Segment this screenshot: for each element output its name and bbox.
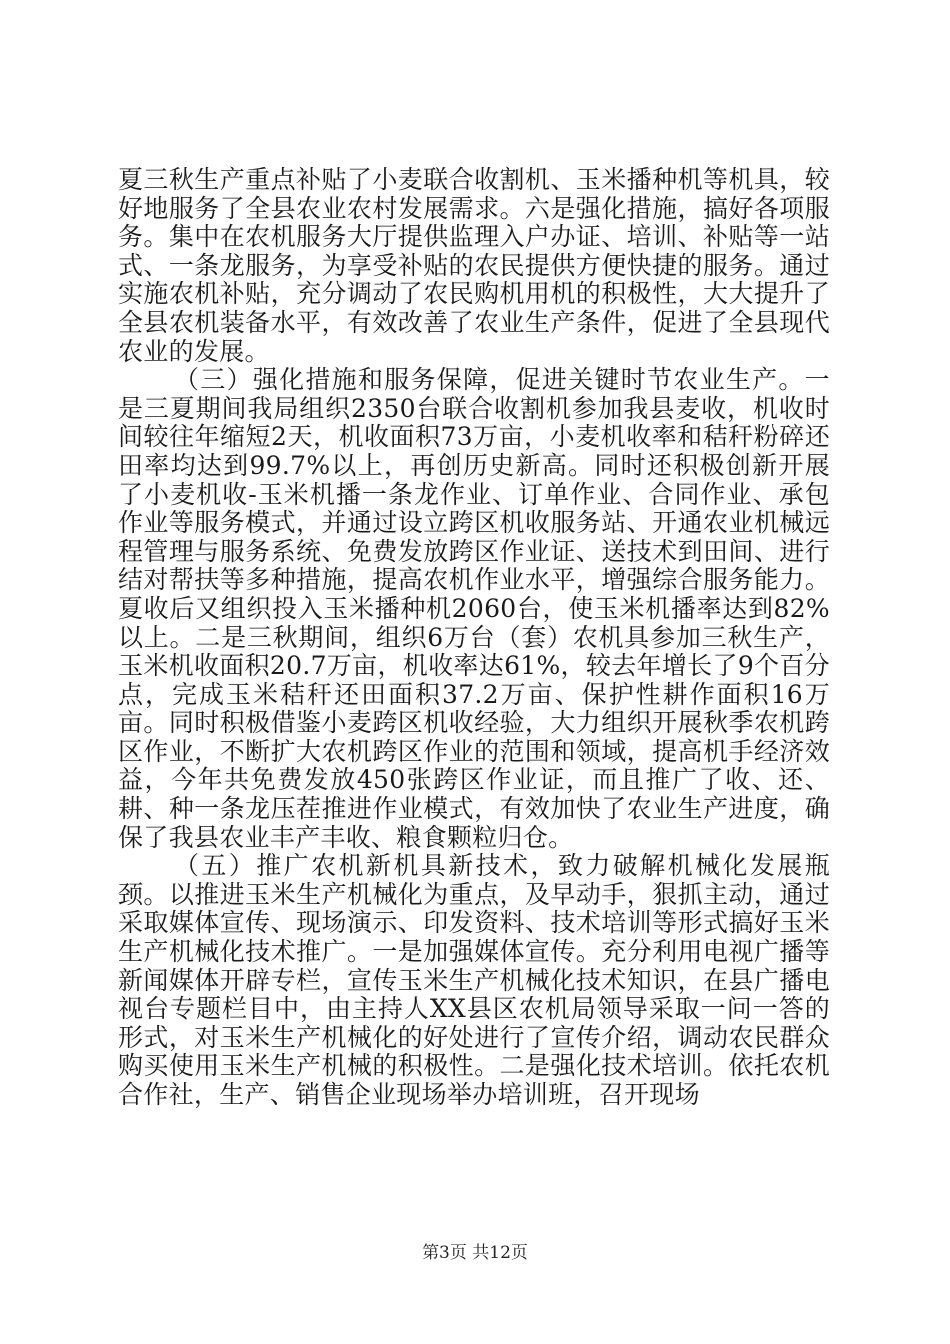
- page-number-footer: 第3页 共12页: [422, 1243, 528, 1263]
- paragraph-2: （三）强化措施和服务保障，促进关键时节农业生产。一是三夏期间我局组织2350台联合收割机参加我县麦收，机收时间较往年缩短2天，机收面积73万亩，小麦机收率和秸秆粉碎还田率均达到99.7%以上，再创历史新高。同时还积极创新开展了小麦机收-玉米机播一条龙作业、订单作业、合同作业、承包作业等服务模式，并通过设立跨区机收服务站、开通农业机械远程管理与服务系统、免费发放跨区作业证、送技术到田间、进行结对帮扶等多种措施，提高农机作业水平，增强综合服务能力。夏收后又组织投入玉米播种机2060台，使玉米机播率达到82%以上。二是三秋期间，组织6万台（套）农机具参加三秋生产，玉米机收面积20.7万亩，机收率达61%，较去年增长了9个百分点，完成玉米秸秆还田面积37.2万亩、保护性耕作面积16万亩。同时积极借鉴小麦跨区机收经验，大力组织开展秋季农机跨区作业，不断扩大农机跨区作业的范围和领域，提高机手经济效益，今年共免费发放450张跨区作业证，而且推广了收、还、耕、种一条龙压茬推进作业模式，有效加快了农业生产进度，确保了我县农业丰产丰收、粮食颗粒归仓。: [118, 365, 830, 852]
- paragraph-3: （五）推广农机新机具新技术，致力破解机械化发展瓶颈。以推进玉米生产机械化为重点，及早动手，狠抓主动，通过采取媒体宣传、现场演示、印发资料、技术培训等形式搞好玉米生产机械化技术推广。一是加强媒体宣传。充分利用电视广播等新闻媒体开辟专栏，宣传玉米生产机械化技术知识，在县广播电视台专题栏目中，由主持人XX县区农机局领导采取一问一答的形式，对玉米生产机械化的好处进行了宣传介绍，调动农民群众购买使用玉米生产机械的积极性。二是强化技术培训。依托农机合作社，生产、销售企业现场举办培训班，召开现场: [118, 851, 830, 1109]
- paragraph-1: 夏三秋生产重点补贴了小麦联合收割机、玉米播种机等机具，较好地服务了全县农业农村发展需求。六是强化措施，搞好各项服务。集中在农机服务大厅提供监理入户办证、培训、补贴等一站式、一条龙服务，为享受补贴的农民提供方便快捷的服务。通过实施农机补贴，充分调动了农民购机用机的积极性，大大提升了全县农机装备水平，有效改善了农业生产条件，促进了全县现代农业的发展。: [118, 165, 830, 366]
- document-body: [118, 166, 830, 1110]
